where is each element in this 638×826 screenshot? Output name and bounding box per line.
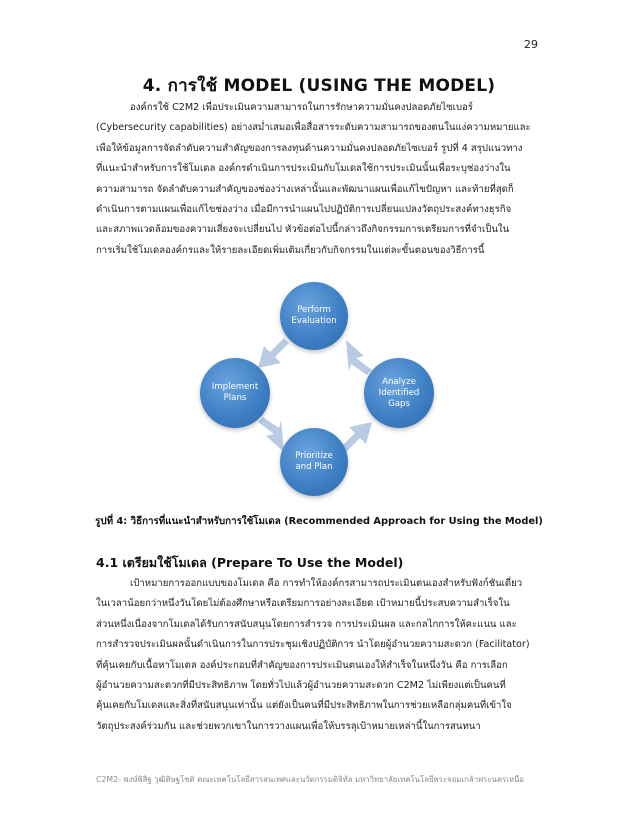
paragraph-line: เป้าหมายการออกแบบของโมเดล คือ การทำให้องค์กรสามารถประเมินตนเองสำหรับฟังก์ชันเดี่ยว (130, 578, 523, 589)
page-footer: C2M2- พงษ์พิสิฐ วุฒิดิษฐโชติ คณะเทคโนโลยีสารสนเทศและนวัตกรรมดิจิทัล มหาวิทยาลัยเทคโนโลยีพระจอมเกล้าพระนครเหนือ (96, 775, 525, 784)
paragraph-line: (Cybersecurity capabilities) อย่างสม่ำเสมอเพื่อสื่อสารระดับความสามารถของตนในแง่ความหมายและ (96, 122, 531, 134)
page-number: 29 (524, 38, 538, 51)
paragraph-line: ที่แนะนำสำหรับการใช้โมเดล องค์กรดำเนินการประเมินกับโมเดลใช้การประเมินนั้นเพื่อระบุช่องว่างใน (96, 163, 511, 175)
intro-paragraph (96, 98, 546, 261)
arrow-analyze-to-prioritize (341, 422, 372, 452)
arrow-prioritize-to-implement (258, 417, 284, 452)
arrow-perform-to-analyze (346, 340, 372, 375)
paragraph-line: คุ้นเคยกับโมเดลและสิ่งที่สนับสนุนเท่านั้น แต่ยังเป็นคนที่มีประสิทธิภาพในการช่วยเหลือกลุ่มคนที่เข้าใจ (96, 700, 512, 712)
node-label: Perform Evaluation (291, 305, 337, 326)
paragraph-line: ในเวลาน้อยกว่าหนึ่งวันโดยไม่ต้องศึกษาหรือเตรียมการอย่างละเอียด เป้าหมายนี้ประสบความสำเร็จใน (96, 598, 510, 610)
paragraph-line: การสำรวจประเมินผลนั้นดำเนินการในการประชุมเชิงปฏิบัติการ นำโดยผู้อำนวยความสะดวก (Facilitator) (96, 639, 530, 651)
paragraph-line: ที่คุ้นเคยกับเนื้อหาโมเดล องค์ประกอบที่สำคัญของการประเมินตนเองให้สำเร็จในหนึ่งวัน คือ การเลือก (96, 659, 508, 671)
paragraph-line: ผู้อำนวยความสะดวกที่มีประสิทธิภาพ โดยทั่วไปแล้วผู้อำนวยความสะดวก C2M2 ไม่เพียงแต่เป็นคนที่ (96, 680, 506, 692)
paragraph-line: ดำเนินการตามแผนเพื่อแก้ไขช่องว่าง เมื่อมีการนำแผนไปปฏิบัติการเปลี่ยนแปลงวัตถุประสงค์ทางธุรกิจ (96, 204, 512, 216)
paragraph-line: วัตถุประสงค์ร่วมกัน และช่วยพวกเขาในการวางแผนเพื่อให้บรรลุเป้าหมายเหล่านี้ในการสนทนา (96, 720, 481, 732)
figure-caption: รูปที่ 4: วิธีการที่แนะนำสำหรับการใช้โมเดล (Recommended Approach for Using the Model) (95, 516, 543, 527)
node-perform-evaluation (280, 282, 348, 350)
section-paragraph (96, 574, 546, 737)
paragraph-line: เพื่อให้ข้อมูลการจัดลำดับความสำคัญของการลงทุนด้านความมั่นคงปลอดภัยไซเบอร์ รูปที่ 4 สรุปแนวทาง (96, 142, 523, 154)
node-analyze-identified-gaps (364, 358, 434, 428)
paragraph-line: และสภาพแวดล้อมของความเสี่ยงจะเปลี่ยนไป หัวข้อต่อไปนี้กล่าวถึงกิจกรรมการเตรียมการที่จำเป็นใน (96, 224, 510, 236)
paragraph-line: ความสามารถ จัดลำดับความสำคัญของช่องว่างเหล่านั้นและพัฒนาแผนเพื่อแก้ไขปัญหา และท้ายที่สุดก็ (96, 183, 514, 195)
node-prioritize-and-plan (280, 428, 348, 496)
node-label: Analyze Identified Gaps (378, 376, 420, 409)
paragraph-line: การเริ่มใช้โมเดลองค์กรและให้รายละเอียดเพิ่มเติมเกี่ยวกับกิจกรรมในแต่ละขั้นตอนของวิธีการนี้ (96, 244, 485, 256)
paragraph-line: ส่วนหนึ่งเนื่องจากโมเดลได้รับการสนับสนุนโดยการสำรวจ การประเมินผล และกลไกการให้คะแนน และ (96, 618, 517, 630)
node-label: Prioritize and Plan (295, 451, 333, 472)
section-title: 4.1 เตรียมใช้โมเดล (Prepare To Use the Model) (96, 555, 404, 570)
arrow-implement-to-perform (258, 338, 289, 368)
node-label: Implement Plans (211, 382, 259, 403)
node-implement-plans (200, 358, 270, 428)
paragraph-line: องค์กรใช้ C2M2 เพื่อประเมินความสามารถในการรักษาความมั่นคงปลอดภัยไซเบอร์ (130, 102, 473, 113)
approach-cycle-diagram (196, 276, 436, 494)
chapter-title: 4. การใช้ MODEL (USING THE MODEL) (142, 76, 496, 96)
